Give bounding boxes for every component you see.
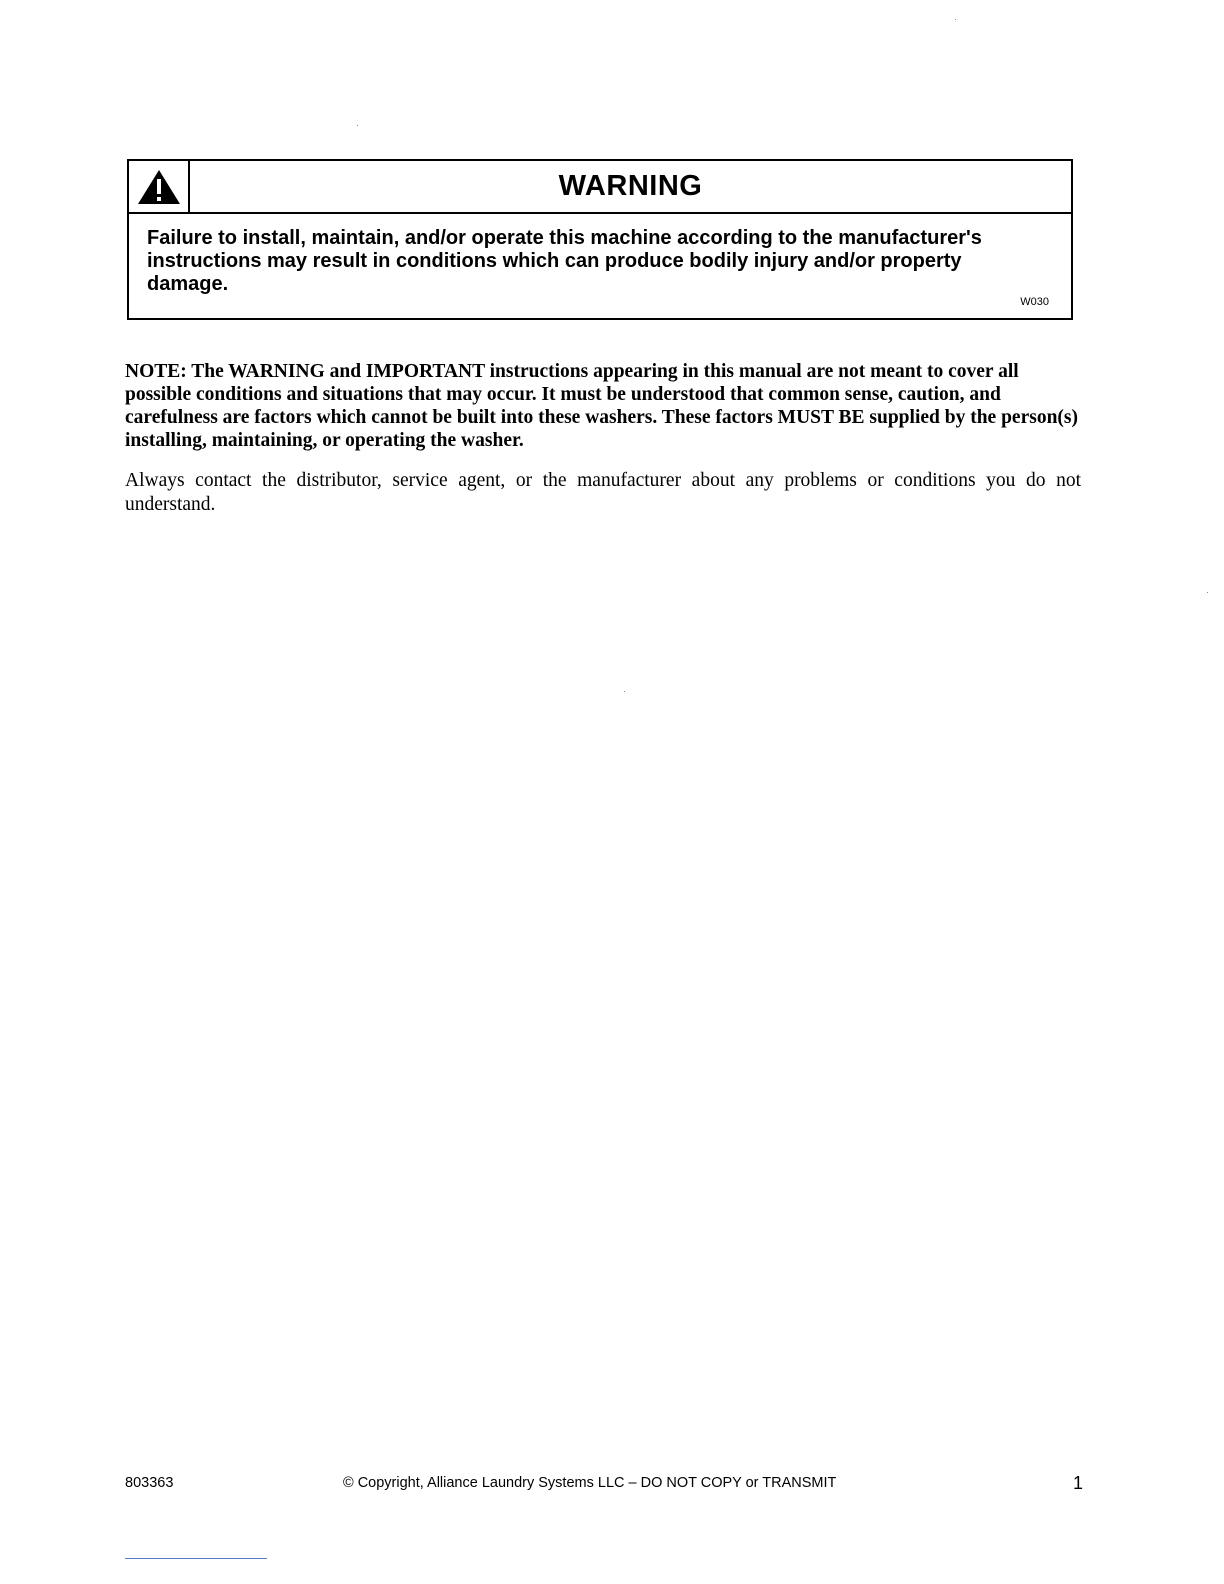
warning-body: Failure to install, maintain, and/or operate this machine according to the manufacturer's instructions may result in conditions which can produce bodily injury and/or property damage. bbox=[147, 227, 982, 295]
warning-triangle-icon bbox=[137, 169, 181, 205]
footer-rule bbox=[125, 1558, 267, 1559]
scan-speck bbox=[1207, 592, 1208, 593]
warning-title: WARNING bbox=[558, 170, 703, 202]
warning-header bbox=[129, 161, 1071, 214]
contact-paragraph: Always contact the distributor, service agent, or the manufacturer about any problems or conditions you do not understand. bbox=[125, 470, 1081, 515]
scan-speck bbox=[624, 691, 625, 692]
scan-speck bbox=[357, 125, 358, 126]
warning-box bbox=[127, 159, 1073, 320]
copyright-notice: © Copyright, Alliance Laundry Systems LLC – DO NOT COPY or TRANSMIT bbox=[343, 1475, 837, 1491]
page-number: 1 bbox=[1073, 1473, 1084, 1493]
note-paragraph: NOTE: The WARNING and IMPORTANT instructions appearing in this manual are not meant to cover all possible conditions and situations that may occur. It must be understood that common sense, caution, and carefulness are factors which cannot be built into these washers. These factors MUST BE supplied by the person(s) installing, maintaining, or operating the washer. bbox=[125, 361, 1078, 451]
warning-code: W030 bbox=[1020, 296, 1049, 308]
warning-icon-cell bbox=[129, 161, 190, 212]
scan-speck bbox=[955, 19, 956, 20]
document-number: 803363 bbox=[125, 1475, 174, 1491]
